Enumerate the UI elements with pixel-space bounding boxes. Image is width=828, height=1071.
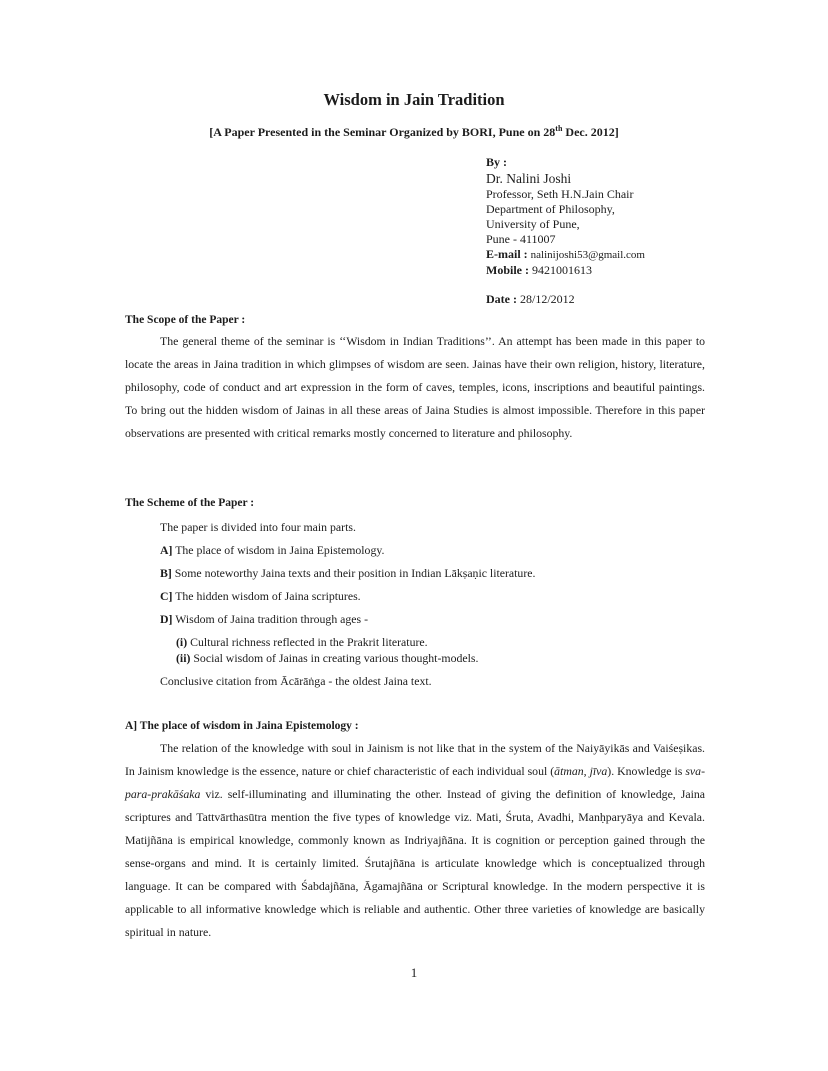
item-text: Some noteworthy Jaina texts and their position in Indian Lākṣaṇic literature. <box>171 566 536 580</box>
italic-term: ātman, jīva <box>554 764 608 778</box>
subtitle-superscript: th <box>555 124 563 133</box>
section-a-paragraph <box>125 737 705 944</box>
subitem-label: (ii) <box>176 651 191 665</box>
scheme-subitem-ii <box>176 651 478 666</box>
date-label: Date : <box>486 292 517 306</box>
item-label: C] <box>160 589 173 603</box>
item-text: Wisdom of Jaina tradition through ages - <box>172 612 369 626</box>
section-a-heading: A] The place of wisdom in Jaina Epistemology : <box>125 720 359 732</box>
subtitle-text: [A Paper Presented in the Seminar Organized by BORI, Pune on 28 <box>209 125 556 139</box>
scheme-item-c <box>160 589 361 604</box>
mobile-label: Mobile : <box>486 263 529 277</box>
by-label: By : <box>486 155 507 169</box>
subitem-label: (i) <box>176 635 188 649</box>
author-city: Pune - 411007 <box>486 232 556 246</box>
item-label: D] <box>160 612 173 626</box>
author-block <box>486 155 645 307</box>
author-position: Professor, Seth H.N.Jain Chair <box>486 187 634 201</box>
scheme-subitem-i <box>176 635 428 650</box>
paper-title: Wisdom in Jain Tradition <box>323 90 505 109</box>
subtitle-text-end: Dec. 2012] <box>562 125 619 139</box>
subitem-text: Social wisdom of Jainas in creating various thought-models. <box>190 651 479 665</box>
email-value: nalinijoshi53@gmail.com <box>530 249 645 261</box>
item-label: B] <box>160 566 172 580</box>
subitem-text: Cultural richness reflected in the Prakrit literature. <box>187 635 428 649</box>
mobile-row <box>486 263 645 278</box>
item-text: The hidden wisdom of Jaina scriptures. <box>172 589 361 603</box>
para-text: viz. self-illuminating and illuminating the other. Instead of giving the definition of knowledge, Jaina scriptures and Tattvārthasūtra mention the five types of knowledge viz. Mati, Śruta, Avadhi, Manḥparyāya and Kevala. Matijñāna is empirical knowledge, commonly known as Indriyajñāna. It is cognition or perception gained through the sense-organs and mind. It is certainly limited. Śrutajñāna is articulate knowledge which is conceptualized through language. It can be compared with Śabdajñāna, Āgamajñāna or Scriptural knowledge. In the modern perspective it is applicable to all informative knowledge which is reliable and authentic. Other three varieties of knowledge are basically spiritual in nature. <box>125 787 705 939</box>
date-row <box>486 292 645 307</box>
scheme-intro: The paper is divided into four main parts. <box>160 520 356 534</box>
author-university: University of Pune, <box>486 217 580 231</box>
page-number: 1 <box>410 965 418 980</box>
mobile-value: 9421001613 <box>532 263 592 277</box>
author-department: Department of Philosophy, <box>486 202 615 216</box>
scheme-item-d <box>160 612 368 627</box>
scheme-conclusion: Conclusive citation from Ācārāṅga - the oldest Jaina text. <box>160 674 432 688</box>
item-text: The place of wisdom in Jaina Epistemology. <box>172 543 385 557</box>
scheme-item-a <box>160 543 384 558</box>
scheme-item-b <box>160 566 535 581</box>
scheme-heading: The Scheme of the Paper : <box>125 497 255 509</box>
scope-heading: The Scope of the Paper : <box>125 314 246 326</box>
scope-paragraph: The general theme of the seminar is ‘‘Wisdom in Indian Traditions’’. An attempt has been made in this paper to locate the areas in Jaina tradition in which glimpses of wisdom are seen. Jainas have their own religion, history, literature, philosophy, code of conduct and art expression in the form of caves, temples, icons, inscriptions and beautiful paintings. To bring out the hidden wisdom of Jainas in all these areas of Jaina Studies is almost impossible. Therefore in this paper observations are presented with critical remarks mostly concerned to literature and philosophy. <box>125 334 705 440</box>
date-value: 28/12/2012 <box>519 292 575 306</box>
author-name: Dr. Nalini Joshi <box>486 171 572 186</box>
email-label: E-mail : <box>486 247 528 261</box>
italic-term: sva-para-prakāśaka <box>125 764 705 801</box>
email-row <box>486 247 645 263</box>
item-label: A] <box>160 543 173 557</box>
paper-subtitle <box>0 124 828 140</box>
para-text: ). Knowledge is <box>607 764 686 778</box>
para-text: The relation of the knowledge with soul in Jainism is not like that in the system of the Naiyāyikās and Vaiśeṣikas. In Jainism knowledge is the essence, nature or chief characteristic of each individual soul ( <box>125 741 705 778</box>
